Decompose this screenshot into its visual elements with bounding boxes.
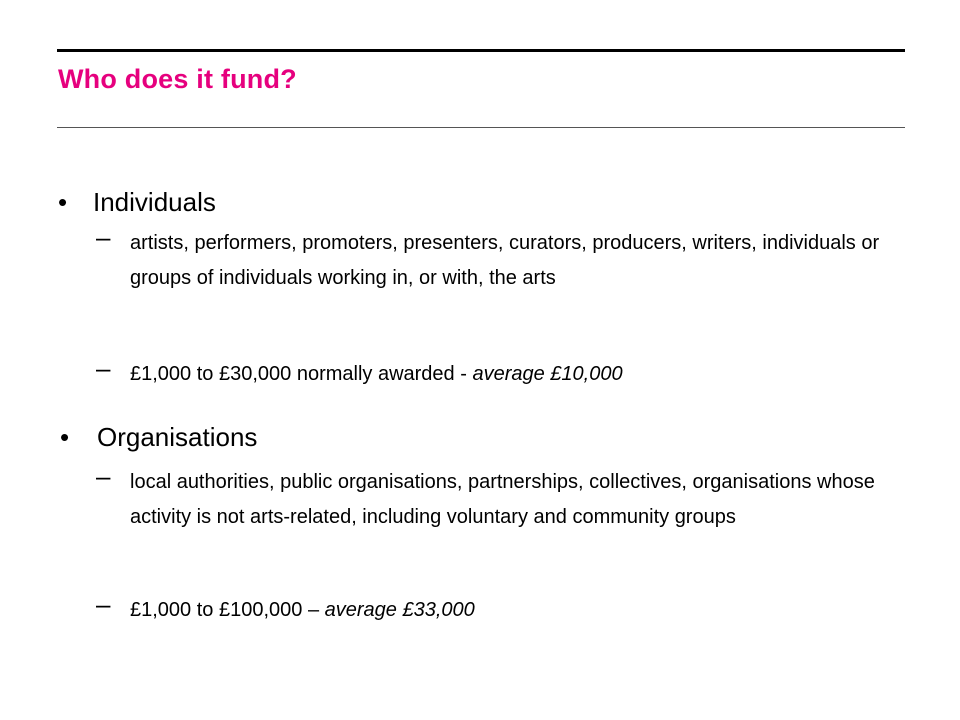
amount-range: £1,000 to £100,000 –: [130, 599, 325, 621]
title-divider: [57, 127, 905, 128]
section-heading-organisations: Organisations: [97, 422, 258, 452]
slide-title: Who does it fund?: [58, 64, 297, 94]
dash-icon: –: [96, 222, 111, 252]
dash-icon: –: [96, 589, 111, 619]
sub-item-amount-line: [130, 357, 890, 392]
sub-item-text: local authorities, public organisations, partnerships, collectives, organisations whose activity is not arts-related, including voluntary and community groups: [130, 471, 875, 528]
sub-item-amount-line: [130, 593, 890, 628]
section-heading-individuals: Individuals: [93, 187, 216, 217]
amount-average: average £10,000: [472, 363, 623, 385]
dash-icon: –: [96, 461, 111, 491]
bullet-dot-icon: •: [58, 187, 68, 217]
amount-average: average £33,000: [324, 599, 475, 621]
top-rule: [57, 49, 905, 52]
bullet-dot-icon: •: [60, 422, 70, 452]
sub-item-text: artists, performers, promoters, presenters, curators, producers, writers, individuals or groups of individuals working in, or with, the arts: [130, 232, 880, 289]
dash-icon: –: [96, 353, 111, 383]
amount-range: £1,000 to £30,000 normally awarded -: [130, 363, 473, 385]
